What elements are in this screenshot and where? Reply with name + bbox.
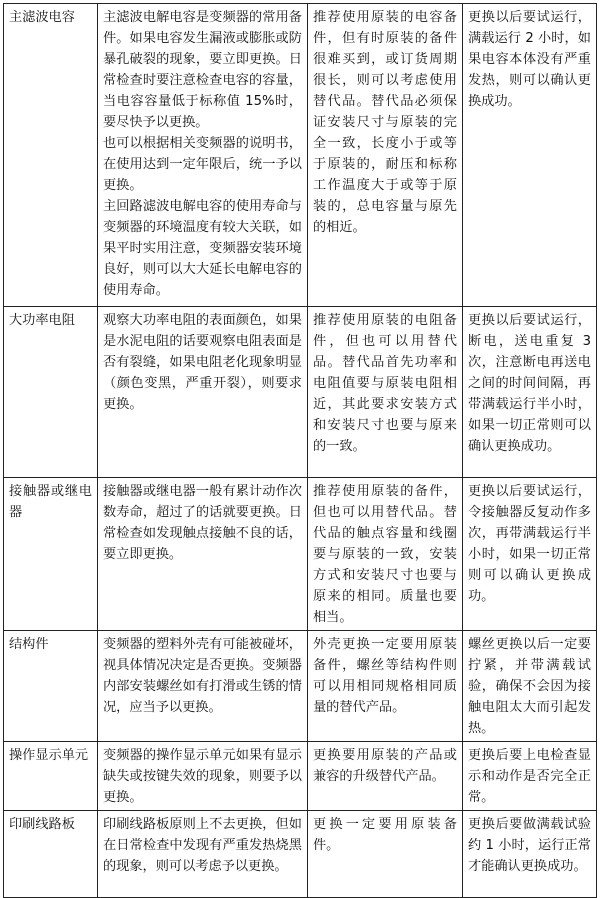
inspection-paragraph: 主滤波电解电容是变频器的常用备件。如果电容发生漏液或膨胀或防暴孔破裂的现象，要立即更换。日常检查时要注意检查电容的容量，当电容容量低于标称值 15%时，要尽快予以更换。 [103, 10, 302, 130]
component-cell: 操作显示单元 [4, 742, 98, 811]
inspection-cell [98, 631, 308, 742]
verification-cell: 更换后要上电检查显示和动作是否完全正常。 [463, 742, 597, 811]
replacement-cell: 推荐使用原装的备件，但也可以用替代品。替代品的触点容量和线圈要与原装的一致，安装方式和安装尺寸也要与原来的相同。质量也要相当。 [308, 478, 463, 631]
table-row [4, 4, 597, 307]
inspection-paragraph: 变频器的塑料外壳有可能被碰坏，视具体情况决定是否更换。变频器内部安装螺丝如有打滑或生锈的情况，应当予以更换。 [103, 637, 302, 715]
inspection-cell [98, 307, 308, 478]
table-row [4, 631, 597, 742]
inspection-cell [98, 478, 308, 631]
verification-cell: 螺丝更换以后一定要拧紧，并带满载试验，确保不会因为接触电阻太大而引起发热。 [463, 631, 597, 742]
inspection-paragraph: 印刷线路板原则上不去更换，但如在日常检查中发现有严重发热烧黑的现象，则可以考虑予以更换。 [103, 817, 302, 874]
table-row [4, 307, 597, 478]
verification-cell: 更换后要做满载试验约 1 小时，运行正常才能确认更换成功。 [463, 811, 597, 898]
inspection-paragraph: 观察大功率电阻的表面颜色，如果是水泥电阻的话要观察电阻表面是否有裂缝，如果电阻老化现象明显（颜色变黑，严重开裂），则要求更换。 [103, 313, 302, 412]
inspection-paragraph: 主回路滤波电解电容的使用寿命与变频器的环境温度有较大关联，如果平时实用注意，变频器安装环境良好，则可以大大延长电解电容的使用寿命。 [103, 199, 302, 298]
table-row [4, 811, 597, 898]
inspection-paragraph: 也可以根据相关变频器的说明书，在使用达到一定年限后，统一予以更换。 [103, 136, 302, 193]
verification-cell: 更换以后要试运行，满载运行 2 小时，如果电容本体没有严重发热，则可以确认更换成功。 [463, 4, 597, 307]
inspection-cell [98, 4, 308, 307]
maintenance-table [3, 3, 597, 898]
replacement-cell: 外壳更换一定要用原装备件，螺丝等结构件则可以用相同规格相同质量的替代产品。 [308, 631, 463, 742]
component-cell: 主滤波电容 [4, 4, 98, 307]
inspection-cell [98, 742, 308, 811]
replacement-cell: 推荐使用原装的电阻备件，但也可以用替代品。替代品首先功率和电阻值要与原装电阻相近，其此要求安装方式和安装尺寸也要与原来的一致。 [308, 307, 463, 478]
replacement-cell: 更换一定要用原装备件。 [308, 811, 463, 898]
component-cell: 大功率电阻 [4, 307, 98, 478]
inspection-cell [98, 811, 308, 898]
replacement-cell: 推荐使用原装的电容备件，但有时原装的备件很难买到，或订货周期很长，则可以考虑使用替代品。替代品必须保证安装尺寸与原装的完全一致，长度小于或等于原装的，耐压和标称工作温度大于或等于原装的，总电容量与原先的相近。 [308, 4, 463, 307]
inspection-paragraph: 接触器或继电器一般有累计动作次数寿命，超过了的话就要更换。日常检查如发现触点接触不良的话，要立即更换。 [103, 484, 302, 562]
component-cell: 结构件 [4, 631, 98, 742]
component-cell: 接触器或继电器 [4, 478, 98, 631]
table-row [4, 742, 597, 811]
verification-cell: 更换以后要试运行，断电，送电重复 3 次，注意断电再送电之间的时间间隔，再带满载运行半小时，如果一切正常则可以确认更换成功。 [463, 307, 597, 478]
table-row [4, 478, 597, 631]
replacement-cell: 更换要用原装的产品或兼容的升级替代产品。 [308, 742, 463, 811]
component-cell: 印刷线路板 [4, 811, 98, 898]
inspection-paragraph: 变频器的操作显示单元如果有显示缺失或按键失效的现象，则要予以更换。 [103, 748, 302, 805]
verification-cell: 更换以后要试运行，令接触器反复动作多次，再带满载运行半小时，如果一切正常则可以确认更换成功。 [463, 478, 597, 631]
